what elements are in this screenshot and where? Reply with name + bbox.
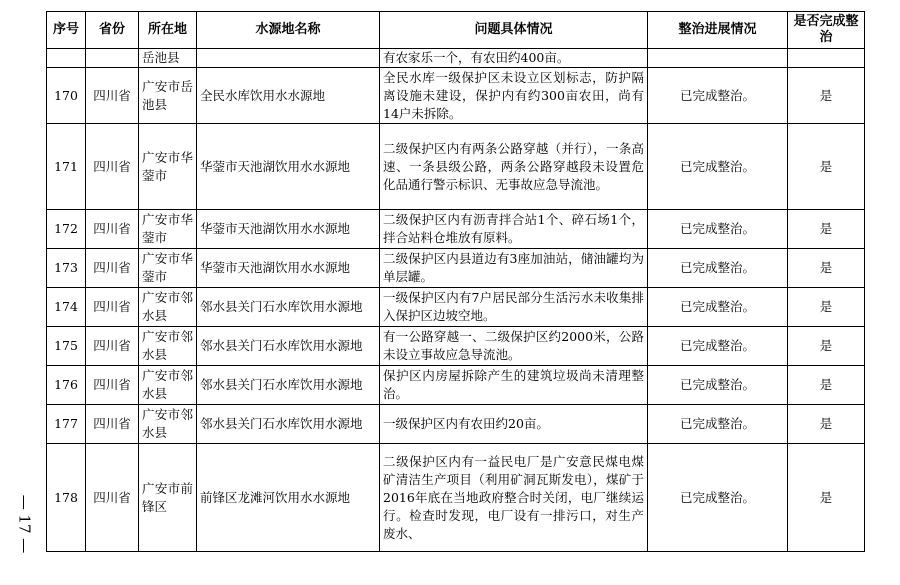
table-row — [47, 68, 865, 124]
page-number — [14, 488, 34, 560]
row-progress: 已完成整治。 — [648, 124, 788, 210]
row-progress: 已完成整治。 — [648, 68, 788, 124]
header-province: 省份 — [86, 12, 139, 49]
row-source-name: 邻水县关门石水库饮用水源地 — [197, 405, 380, 444]
row-no: 171 — [47, 124, 86, 210]
row-no: 177 — [47, 405, 86, 444]
row-no: 176 — [47, 366, 86, 405]
remediation-table — [46, 11, 865, 552]
row-source-name: 华蓥市天池湖饮用水水源地 — [197, 124, 380, 210]
row-issue: 保护区内房屋拆除产生的建筑垃圾尚未清理整治。 — [380, 366, 648, 405]
table-row — [47, 405, 865, 444]
row-completed: 是 — [788, 366, 865, 405]
row-province: 四川省 — [86, 327, 139, 366]
carryover-location: 岳池县 — [139, 49, 197, 68]
carryover-progress — [648, 49, 788, 68]
header-completed: 是否完成整治 — [788, 12, 865, 49]
row-source-name: 邻水县关门石水库饮用水源地 — [197, 366, 380, 405]
carryover-source-name — [197, 49, 380, 68]
row-progress: 已完成整治。 — [648, 249, 788, 288]
row-issue: 全民水库一级保护区未设立区划标志，防护隔离设施未建设，保护内有约300亩农田，尚有14户未拆除。 — [380, 68, 648, 124]
row-location: 广安市华蓥市 — [139, 124, 197, 210]
row-no: 170 — [47, 68, 86, 124]
row-province: 四川省 — [86, 288, 139, 327]
row-no: 175 — [47, 327, 86, 366]
table-row — [47, 288, 865, 327]
row-completed: 是 — [788, 444, 865, 552]
table-row — [47, 366, 865, 405]
header-no: 序号 — [47, 12, 86, 49]
row-progress: 已完成整治。 — [648, 210, 788, 249]
row-no: 178 — [47, 444, 86, 552]
row-issue: 一级保护区内有7户居民部分生活污水未收集排入保护区边坡空地。 — [380, 288, 648, 327]
row-issue: 二级保护区内有沥青拌合站1个、碎石场1个，拌合站料仓堆放有原料。 — [380, 210, 648, 249]
header-issue: 问题具体情况 — [380, 12, 648, 49]
row-completed: 是 — [788, 68, 865, 124]
row-source-name: 邻水县关门石水库饮用水源地 — [197, 288, 380, 327]
row-province: 四川省 — [86, 366, 139, 405]
row-province: 四川省 — [86, 68, 139, 124]
row-issue: 二级保护区内有一益民电厂是广安意民煤电煤矿清洁生产项目（利用矿洞瓦斯发电），煤矿于2016年底在当地政府整合时关闭，电厂继续运行。检查时发现，电厂设有一排污口，对生产废水、 — [380, 444, 648, 552]
row-completed: 是 — [788, 405, 865, 444]
row-progress: 已完成整治。 — [648, 366, 788, 405]
row-province: 四川省 — [86, 249, 139, 288]
row-no: 173 — [47, 249, 86, 288]
header-progress: 整治进展情况 — [648, 12, 788, 49]
row-progress: 已完成整治。 — [648, 288, 788, 327]
header-source-name: 水源地名称 — [197, 12, 380, 49]
row-location: 广安市邻水县 — [139, 327, 197, 366]
table-row — [47, 249, 865, 288]
row-location: 广安市岳池县 — [139, 68, 197, 124]
table-row — [47, 444, 865, 552]
row-location: 广安市邻水县 — [139, 405, 197, 444]
row-completed: 是 — [788, 210, 865, 249]
row-location: 广安市前锋区 — [139, 444, 197, 552]
row-source-name: 全民水库饮用水水源地 — [197, 68, 380, 124]
header-location: 所在地 — [139, 12, 197, 49]
row-province: 四川省 — [86, 444, 139, 552]
table-row — [47, 124, 865, 210]
row-location: 广安市邻水县 — [139, 288, 197, 327]
row-issue: 有一公路穿越一、二级保护区约2000米，公路未设立事故应急导流池。 — [380, 327, 648, 366]
carryover-issue: 有农家乐一个，有农田约400亩。 — [380, 49, 648, 68]
row-issue: 一级保护区内有农田约20亩。 — [380, 405, 648, 444]
row-province: 四川省 — [86, 124, 139, 210]
carryover-completed — [788, 49, 865, 68]
row-issue: 二级保护区内县道边有3座加油站，储油罐均为单层罐。 — [380, 249, 648, 288]
row-location: 广安市华蓥市 — [139, 210, 197, 249]
row-progress: 已完成整治。 — [648, 405, 788, 444]
page-number-text: — 17 — — [15, 494, 33, 554]
row-location: 广安市邻水县 — [139, 366, 197, 405]
row-source-name: 前锋区龙滩河饮用水水源地 — [197, 444, 380, 552]
header-row — [47, 12, 865, 49]
row-no: 174 — [47, 288, 86, 327]
row-completed: 是 — [788, 327, 865, 366]
row-no: 172 — [47, 210, 86, 249]
row-completed: 是 — [788, 249, 865, 288]
row-location: 广安市华蓥市 — [139, 249, 197, 288]
row-completed: 是 — [788, 288, 865, 327]
table-row — [47, 327, 865, 366]
row-source-name: 邻水县关门石水库饮用水源地 — [197, 327, 380, 366]
carryover-province — [86, 49, 139, 68]
table-row — [47, 210, 865, 249]
row-progress: 已完成整治。 — [648, 444, 788, 552]
carryover-row — [47, 49, 865, 68]
row-province: 四川省 — [86, 210, 139, 249]
row-source-name: 华蓥市天池湖饮用水水源地 — [197, 210, 380, 249]
row-province: 四川省 — [86, 405, 139, 444]
row-source-name: 华蓥市天池湖饮用水水源地 — [197, 249, 380, 288]
carryover-no — [47, 49, 86, 68]
row-completed: 是 — [788, 124, 865, 210]
row-progress: 已完成整治。 — [648, 327, 788, 366]
row-issue: 二级保护区内有两条公路穿越（并行），一条高速、一条县级公路，两条公路穿越段未设置危化品通行警示标识、无事故应急导流池。 — [380, 124, 648, 210]
